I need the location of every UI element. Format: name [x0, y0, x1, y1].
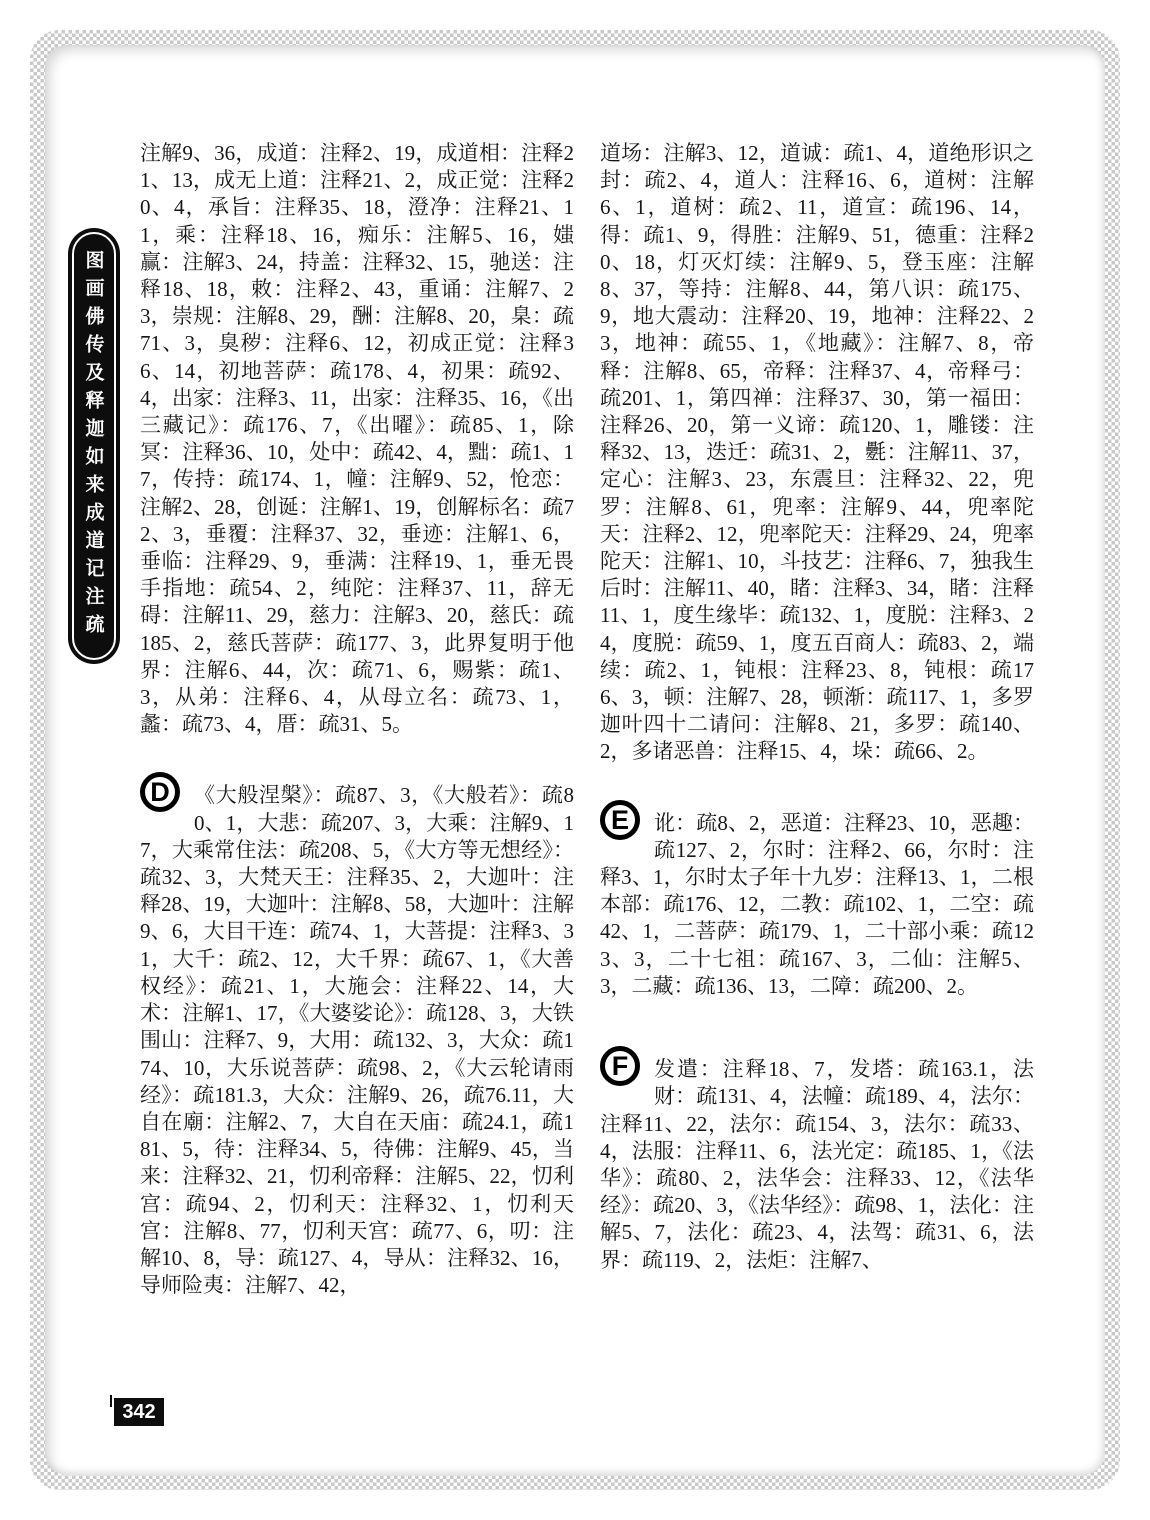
index-paragraph-f: [600, 1051, 1034, 1274]
section-marker-d: D: [140, 772, 180, 812]
index-column-right: [600, 140, 1034, 1274]
index-text: 讹：疏8、2，恶道：注释23、10，恶趣：疏127、2，尔时：注释2、66，尔时：注释3、1，尔时太子年十九岁：注释13、1，二根本部：疏176、12，二教：疏102、1，二空：疏42、1，二菩萨：疏179、1，二十部小乘：疏123、3，二十七祖：疏167、3，二仙：注解5、3，二藏：疏136、13，二障：疏200、2。: [600, 810, 1034, 998]
index-text: 注解9、36，成道：注释2、19，成道相：注释21、13，成无上道：注释21、2，成正觉：注释20、4，承旨：注释35、18，澄净：注释21、11，乘：注释18、16，痴乐：注解5、16，媸赢：注解3、24，持盖：注释32、15，驰送：注释18、18，敕：注释2、43，重诵：注解7、23，崇规：注解8、29，酬：注解8、20，臬：疏71、3，臭秽：注释6、12，初成正觉：注释36、14，初地菩萨：疏178、4，初果：疏92、4，出家：注释3、11，出家：注释35、16，《出三藏记》：疏176、7，《出曜》：疏85、1，除冥：注释36、10，处中：疏42、4，黜：疏1、17，传持：疏174、1，幢：注解9、52，怆恋：注解2、28，创诞：注解1、19，创解标名：疏72、3，垂覆：注释37、32，垂迹：注解1、6，垂临：注释29、9，垂满：注释19、1，垂无畏手指地：疏54、2，纯陀：注释37、11，辞无碍：注解11、29，慈力：注解3、20，慈氏：疏185、2，慈氏菩萨：疏177、3，此界复明于他界：注解6、44，次：疏71、6，赐紫：疏1、3，从弟：注释6、4，从母立名：疏73、1，蠡：疏73、4，厝：疏31、5。: [140, 141, 574, 737]
index-text: 发遣：注释18、7，发塔：疏163.1，法财：疏131、4，法幢：疏189、4，法尔：注释11、22，法尔：疏154、3，法尔：疏33、4，法服：注释11、6，法光定：疏185、1，《法华》：疏80、2，法华会：注释33、12，《法华经》：疏20、3，《法华经》：疏98、1，法化：注解5、7，法化：疏23、4，法驾：疏31、6，法界：疏119、2，法炬：注解7、: [600, 1057, 1034, 1272]
index-paragraph-d-cont: [600, 140, 1034, 766]
book-title-vertical: 图画佛传及释迦如来成道记注疏: [82, 250, 105, 642]
index-paragraph-c: [140, 140, 574, 738]
book-page: [45, 45, 1105, 1475]
index-text: 《大般涅槃》：疏87、3，《大般若》：疏80、1，大悲：疏207、3，大乘：注解9、17，大乘常住法：疏208、5，《大方等无想经》：疏32、3，大梵天王：注释35、2，大迦叶：注释28、19，大迦叶：注解8、58，大迦叶：注解9、6，大目干连：疏74、1，大菩提：注释3、31，大千：疏2、12，大千界：疏67、1，《大善权经》：疏21、1，大施会：注释22、14，大术：注解1、17，《大婆娑论》：疏128、3，大铁围山：注释7、9，大用：疏132、3，大众：疏174、10，大乐说菩萨：疏98、2，《大云轮请雨经》：疏181.3，大众：注解9、26，疏76.11，大自在廟：注解2、7，大自在天庙：疏24.1，疏181、5，待：注释34、5，待佛：注解9、45，当来：注释32、21，忉利帝释：注解5、22，忉利宫：疏94、2，忉利天：注释32、1，忉利天宫：注解8、77，忉利天宫：疏77、6，叨：注解10、8，导：疏127、4，导从：注释32、16，导师险夷：注解7、42，: [140, 783, 574, 1298]
section-marker-f: F: [600, 1046, 640, 1086]
sidebar-title-banner: [68, 228, 120, 664]
index-text: 道场：注解3、12，道诚：疏1、4，道绝形识之封：疏2、4，道人：注释16、6，道树：注解6、1，道树：疏2、11，道宣：疏196、14，得：疏1、9，得胜：注解9、51，德重：注释20、18，灯灭灯续：注解9、5，登玉座：注解8、37，等持：注解8、44，第八识：疏175、9，地大震动：注释20、19，地神：注释22、23，地神：疏55、1，《地藏》：注解7、8，帝释：注解8、65，帝释：注释37、4，帝释弓：疏201、1，第四禅：注释37、30，第一福田：注释26、20，第一义谛：疏120、1，雕镂：注释32、13，迭迁：疏31、2，氎：注解11、37，定心：注解3、23，东震旦：注释32、22，兜罗：注解8、61，兜率：注解9、44，兜率陀天：注释2、12，兜率陀天：注释29、24，兜率陀天：注解1、10，斗技艺：注释6、7，独我生后时：注解11、40，睹：注释3、34，睹：注释11、1，度生缘毕：疏132、1，度脱：注释3、24，度脱：疏59、1，度五百商人：疏83、2，端续：疏2、1，钝根：注释23、8，钝根：疏176、3，顿：注解7、28，顿渐：疏117、1，多罗迦叶四十二请问：注解8、21，多罗：疏140、2，多诸恶兽：注释15、4，垛：疏66、2。: [600, 141, 1034, 764]
decorative-checkered-frame: [30, 30, 1120, 1490]
page-number-badge: 342: [114, 1398, 164, 1426]
section-marker-e: E: [600, 800, 640, 840]
index-paragraph-e: [600, 804, 1034, 1000]
index-column-left: [140, 140, 574, 1299]
index-paragraph-d: [140, 777, 574, 1299]
